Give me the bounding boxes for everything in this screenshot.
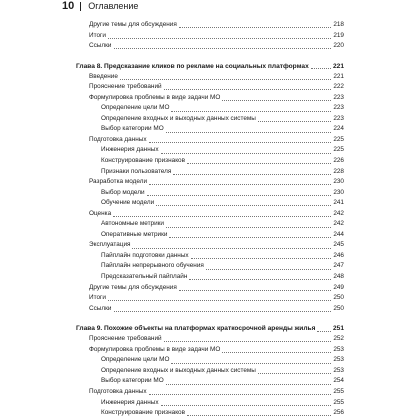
- toc-entry-page: 254: [333, 377, 344, 385]
- toc-entry-title: Прояснение требований: [89, 335, 162, 343]
- toc-entry-page: 249: [333, 283, 344, 291]
- toc-entry-page: 222: [333, 83, 344, 91]
- toc-section-entry: [76, 387, 344, 398]
- toc-entry-title: Определение входных и выходных данных системы: [101, 366, 256, 374]
- toc-entry-page: 252: [333, 335, 344, 343]
- toc-subsection-entry: [76, 376, 344, 387]
- toc-entry-title: Подготовка данных: [89, 135, 147, 143]
- toc-entry-title: Определение входных и выходных данных системы: [101, 114, 256, 122]
- toc-section-entry: [76, 240, 344, 251]
- toc-section-entry: [76, 93, 344, 104]
- toc-subsection-entry: [76, 198, 344, 209]
- toc-entry-title: Формулировка проблемы в виде задачи МО: [89, 93, 221, 101]
- toc-entry-title: Признаки пользователя: [101, 167, 172, 175]
- toc-entry-title: Автономные метрики: [101, 220, 165, 228]
- toc-entry-page: 244: [333, 230, 344, 238]
- dot-leader: [114, 48, 332, 49]
- toc-entry-title: Предсказательный пайплайн: [101, 273, 188, 281]
- toc-entry-page: 221: [332, 62, 344, 70]
- toc-section-entry: [76, 304, 344, 315]
- dot-leader: [179, 27, 332, 28]
- running-title: Оглавление: [88, 1, 139, 11]
- toc-entry-page: 245: [333, 241, 344, 249]
- toc-section-entry: [76, 334, 344, 345]
- toc-entry-title: Другие темы для обсуждения: [89, 21, 177, 28]
- toc-entry-title: Итоги: [89, 31, 106, 39]
- dot-leader: [222, 352, 331, 353]
- dot-leader: [173, 174, 331, 175]
- dot-leader: [108, 38, 331, 39]
- dot-leader: [161, 405, 332, 406]
- dot-leader: [258, 121, 331, 122]
- toc-subsection-entry: [76, 103, 344, 114]
- toc-entry-title: Конструирование признаков: [101, 157, 186, 165]
- toc-entry-title: Определение цели МО: [101, 104, 170, 112]
- dot-leader: [187, 163, 331, 164]
- toc-entry-title: Выбор категории МО: [101, 377, 164, 385]
- toc-entry-page: 253: [333, 366, 344, 374]
- dot-leader: [171, 363, 331, 364]
- toc-entry-page: 248: [333, 273, 344, 281]
- dot-leader: [191, 258, 332, 259]
- dot-leader: [164, 341, 332, 342]
- toc-entry-title: Формулировка проблемы в виде задачи МО: [89, 345, 221, 353]
- dot-leader: [206, 269, 331, 270]
- toc-subsection-entry: [76, 251, 344, 262]
- toc-subsection-entry: [76, 219, 344, 230]
- toc-entry-title: Прояснение требований: [89, 83, 162, 91]
- toc-entry-page: 223: [333, 104, 344, 112]
- toc-entry-title: Итоги: [89, 294, 106, 302]
- toc-entry-page: 255: [333, 398, 344, 406]
- toc-subsection-entry: [76, 261, 344, 272]
- dot-leader: [166, 132, 332, 133]
- toc-section-entry: [76, 82, 344, 93]
- dot-leader: [169, 237, 331, 238]
- toc-subsection-entry: [76, 188, 344, 199]
- dot-leader: [108, 300, 331, 301]
- toc-entry-page: 224: [333, 125, 344, 133]
- toc-subsection-entry: [76, 156, 344, 167]
- toc-subsection-entry: [76, 145, 344, 156]
- toc-entry-page: 218: [333, 21, 344, 28]
- toc-subsection-entry: [76, 124, 344, 135]
- toc-entry-title: Обучение модели: [101, 199, 155, 207]
- toc-entry-title: Глава 8. Предсказание кликов по рекламе на социальных платформах: [76, 62, 309, 70]
- dot-leader: [258, 373, 331, 374]
- toc-entry-title: Инженерия данных: [101, 398, 159, 406]
- dot-leader: [311, 68, 331, 69]
- toc-entry-page: 250: [333, 294, 344, 302]
- dot-leader: [317, 331, 331, 332]
- dot-leader: [156, 205, 331, 206]
- toc-entry-title: Выбор модели: [101, 188, 145, 196]
- toc-entry-page: 223: [333, 93, 344, 101]
- toc-section-entry: [76, 31, 344, 42]
- toc-subsection-entry: [76, 398, 344, 409]
- toc-entry-page: 241: [333, 199, 344, 207]
- toc-section-entry: [76, 41, 344, 52]
- toc-section-entry: [76, 72, 344, 83]
- dot-leader: [161, 153, 332, 154]
- toc-entry-page: 242: [333, 209, 344, 217]
- toc-entry-title: Оперативные метрики: [101, 230, 168, 238]
- toc-entry-page: 253: [333, 356, 344, 364]
- toc-entry-title: Ссылки: [89, 42, 112, 50]
- running-header: [62, 0, 138, 12]
- dot-leader: [147, 195, 332, 196]
- toc-entry-title: Определение цели МО: [101, 356, 170, 364]
- dot-leader: [171, 111, 331, 112]
- toc-subsection-entry: [76, 366, 344, 377]
- toc-subsection-entry: [76, 114, 344, 125]
- dot-leader: [187, 415, 331, 416]
- toc-subsection-entry: [76, 408, 344, 419]
- toc-section-entry: [76, 177, 344, 188]
- toc-section-entry: [76, 345, 344, 356]
- dot-leader: [149, 142, 332, 143]
- dot-leader: [132, 248, 331, 249]
- toc-entry-title: Другие темы для обсуждения: [89, 283, 177, 291]
- toc-section-entry: [76, 293, 344, 304]
- toc-entry-title: Оценка: [89, 209, 112, 217]
- toc-entry-page: 247: [333, 262, 344, 270]
- toc-subsection-entry: [76, 230, 344, 241]
- toc-entry-page: 256: [333, 409, 344, 417]
- toc-entry-title: Введение: [89, 72, 118, 80]
- toc-entry-page: 230: [333, 178, 344, 186]
- toc-entry-page: 242: [333, 220, 344, 228]
- toc-entry-page: 230: [333, 188, 344, 196]
- page-number: 10: [62, 0, 75, 12]
- toc-entry-page: 225: [333, 135, 344, 143]
- toc-entry-title: Конструирование признаков: [101, 409, 186, 417]
- toc-chapter-entry: [76, 323, 344, 334]
- toc-entry-page: 226: [333, 157, 344, 165]
- toc-entry-page: 253: [333, 345, 344, 353]
- toc-entry-title: Выбор категории МО: [101, 125, 164, 133]
- toc-entry-page: 228: [333, 167, 344, 175]
- dot-leader: [166, 384, 332, 385]
- dot-leader: [179, 290, 332, 291]
- toc-section-entry: [76, 20, 344, 31]
- toc-entry-title: Разработка модели: [89, 178, 148, 186]
- toc-entry-title: Пайплайн непрерывного обучения: [101, 262, 204, 270]
- toc-entry-title: Инженерия данных: [101, 146, 159, 154]
- toc-subsection-entry: [76, 355, 344, 366]
- dot-leader: [114, 311, 332, 312]
- toc-section-entry: [76, 283, 344, 294]
- toc-subsection-entry: [76, 167, 344, 178]
- toc-entry-page: 221: [333, 72, 344, 80]
- toc-entry-title: Подготовка данных: [89, 387, 147, 395]
- table-of-contents: [76, 20, 344, 419]
- toc-entry-title: Ссылки: [89, 304, 112, 312]
- toc-entry-page: 251: [332, 325, 344, 333]
- dot-leader: [113, 216, 331, 217]
- toc-entry-page: 223: [333, 114, 344, 122]
- dot-leader: [149, 394, 332, 395]
- toc-entry-page: 255: [333, 387, 344, 395]
- toc-section-entry: [76, 135, 344, 146]
- toc-entry-page: 250: [333, 304, 344, 312]
- toc-entry-page: 246: [333, 251, 344, 259]
- header-divider: [80, 2, 81, 11]
- dot-leader: [166, 227, 331, 228]
- toc-entry-page: 219: [333, 31, 344, 39]
- dot-leader: [164, 89, 332, 90]
- toc-subsection-entry: [76, 272, 344, 283]
- toc-entry-title: Глава 9. Похожие объекты на платформах краткосрочной аренды жилья: [76, 325, 316, 333]
- dot-leader: [149, 184, 331, 185]
- toc-entry-title: Эксплуатация: [89, 241, 131, 249]
- toc-entry-page: 225: [333, 146, 344, 154]
- dot-leader: [189, 279, 331, 280]
- toc-entry-title: Пайплайн подготовки данных: [101, 251, 189, 259]
- toc-chapter-entry: [76, 61, 344, 72]
- toc-entry-page: 220: [333, 42, 344, 50]
- dot-leader: [120, 79, 331, 80]
- toc-section-entry: [76, 209, 344, 220]
- dot-leader: [222, 100, 331, 101]
